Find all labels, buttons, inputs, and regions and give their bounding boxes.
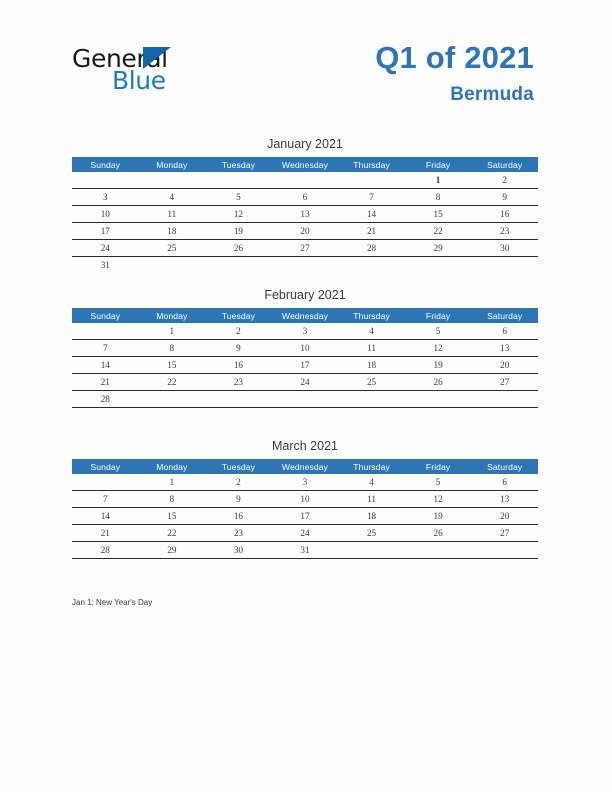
day-cell[interactable]: 9 [205,491,272,508]
day-cell[interactable]: 19 [405,508,472,525]
weekday-header-sunday: Sunday [72,157,139,172]
day-cell[interactable]: 7 [72,340,139,357]
weekday-header-tuesday: Tuesday [205,157,272,172]
day-cell[interactable]: 23 [205,374,272,391]
day-cell[interactable]: 4 [139,189,206,206]
weekday-header-wednesday: Wednesday [272,157,339,172]
empty-cell [272,391,339,408]
day-cell[interactable]: 15 [139,508,206,525]
weekday-header-monday: Monday [139,157,206,172]
day-cell[interactable]: 28 [338,240,405,257]
day-cell[interactable]: 5 [405,323,472,340]
weekday-header-friday: Friday [405,157,472,172]
day-cell[interactable]: 6 [272,189,339,206]
day-cell[interactable]: 4 [338,323,405,340]
day-cell[interactable]: 17 [272,508,339,525]
week-row [72,474,538,491]
day-cell[interactable]: 30 [205,542,272,559]
day-cell[interactable]: 12 [405,340,472,357]
day-cell[interactable]: 17 [72,223,139,240]
day-cell[interactable]: 25 [139,240,206,257]
week-row [72,240,538,257]
day-cell[interactable]: 2 [205,474,272,491]
month-block [72,288,538,408]
day-cell[interactable]: 14 [338,206,405,223]
day-cell[interactable]: 2 [205,323,272,340]
day-cell[interactable]: 29 [139,542,206,559]
day-cell[interactable]: 10 [272,340,339,357]
empty-cell [471,391,538,408]
weekday-header-saturday: Saturday [471,157,538,172]
day-cell[interactable]: 12 [405,491,472,508]
week-row [72,374,538,391]
day-cell[interactable]: 24 [72,240,139,257]
day-cell[interactable]: 26 [405,374,472,391]
day-cell[interactable]: 25 [338,374,405,391]
day-cell[interactable]: 25 [338,525,405,542]
weekday-header-row [72,157,538,172]
month-title: February 2021 [264,288,346,302]
weekday-header-sunday: Sunday [72,308,139,323]
week-row [72,491,538,508]
day-cell[interactable]: 11 [139,206,206,223]
day-cell[interactable]: 5 [205,189,272,206]
day-cell[interactable]: 20 [272,223,339,240]
day-cell[interactable]: 9 [471,189,538,206]
empty-cell [338,391,405,408]
day-cell[interactable]: 27 [471,374,538,391]
page-subtitle: Bermuda [450,83,534,105]
week-row [72,391,538,408]
weekday-header-saturday: Saturday [471,459,538,474]
day-cell[interactable]: 22 [139,374,206,391]
day-cell[interactable]: 19 [405,357,472,374]
day-cell[interactable]: 23 [205,525,272,542]
day-cell[interactable]: 13 [272,206,339,223]
week-row [72,340,538,357]
day-cell[interactable]: 4 [338,474,405,491]
calendar-table [72,157,538,273]
empty-cell [205,257,272,274]
day-cell[interactable]: 27 [471,525,538,542]
day-cell[interactable]: 21 [338,223,405,240]
empty-cell [338,542,405,559]
day-cell[interactable]: 18 [338,508,405,525]
weekday-header-wednesday: Wednesday [272,308,339,323]
day-cell[interactable]: 26 [205,240,272,257]
day-cell[interactable]: 15 [139,357,206,374]
day-cell[interactable]: 17 [272,357,339,374]
day-cell[interactable]: 9 [205,340,272,357]
day-cell[interactable]: 10 [272,491,339,508]
day-cell[interactable]: 28 [72,391,139,408]
empty-cell [272,257,339,274]
month-title: March 2021 [271,439,338,453]
day-cell[interactable]: 20 [471,508,538,525]
weekday-header-friday: Friday [405,308,472,323]
weekday-header-row [72,459,538,474]
day-cell[interactable]: 8 [405,189,472,206]
day-cell[interactable]: 30 [471,240,538,257]
day-cell[interactable]: 14 [72,508,139,525]
calendar-table [72,459,538,559]
day-cell[interactable]: 31 [100,260,110,270]
empty-cell [139,391,206,408]
day-cell[interactable]: 7 [72,491,139,508]
empty-cell [205,172,272,189]
day-cell[interactable]: 7 [338,189,405,206]
empty-cell [405,391,472,408]
weekday-header-monday: Monday [139,308,206,323]
week-row [72,542,538,559]
month-title: January 2021 [267,137,343,151]
empty-cell [139,257,206,274]
day-cell[interactable]: 14 [72,357,139,374]
empty-cell [405,257,472,274]
day-cell[interactable]: 12 [205,206,272,223]
empty-cell [72,323,139,340]
title-block [375,42,534,106]
day-cell[interactable]: 16 [205,508,272,525]
day-cell[interactable]: 16 [205,357,272,374]
day-cell[interactable]: 24 [272,374,339,391]
day-cell[interactable]: 11 [338,340,405,357]
day-cell[interactable]: 13 [471,491,538,508]
day-cell[interactable]: 21 [72,525,139,542]
week-row [72,525,538,542]
month-block [72,439,538,559]
day-cell[interactable]: 3 [272,323,339,340]
weekday-header-friday: Friday [405,459,472,474]
weekday-header-thursday: Thursday [338,459,405,474]
day-cell[interactable]: 3 [72,189,139,206]
day-cell[interactable]: 18 [338,357,405,374]
day-cell[interactable]: 1 [139,474,206,491]
day-cell[interactable]: 22 [139,525,206,542]
day-cell[interactable]: 8 [139,491,206,508]
day-cell[interactable]: 21 [72,374,139,391]
day-cell[interactable]: 1 [139,323,206,340]
day-cell[interactable]: 20 [471,357,538,374]
day-cell[interactable]: 26 [405,525,472,542]
page-title: Q1 of 2021 [375,40,534,75]
empty-cell [471,542,538,559]
day-cell[interactable]: 8 [139,340,206,357]
day-cell[interactable]: 15 [405,206,472,223]
day-cell[interactable]: 6 [471,323,538,340]
brand-logo [72,44,252,94]
day-cell[interactable]: 6 [471,474,538,491]
day-cell[interactable]: 29 [405,240,472,257]
brand-name-blue: Blue [112,66,166,95]
week-row [72,257,538,274]
day-cell[interactable]: 2 [471,172,538,189]
empty-cell [139,172,206,189]
day-cell[interactable]: 11 [338,491,405,508]
week-row [72,223,538,240]
empty-cell [405,542,472,559]
holiday-note: Jan 1: New Year's Day [72,598,153,607]
day-cell[interactable]: 28 [72,542,139,559]
day-cell[interactable]: 13 [471,340,538,357]
day-cell[interactable]: 22 [405,223,472,240]
month-block [72,137,538,273]
week-row [72,357,538,374]
day-cell[interactable]: 18 [139,223,206,240]
weekday-header-saturday: Saturday [471,308,538,323]
day-cell[interactable]: 27 [272,240,339,257]
weekday-header-thursday: Thursday [338,308,405,323]
day-cell[interactable]: 3 [272,474,339,491]
weekday-header-thursday: Thursday [338,157,405,172]
weekday-header-wednesday: Wednesday [272,459,339,474]
week-row [72,189,538,206]
weekday-header-monday: Monday [139,459,206,474]
weekday-header-tuesday: Tuesday [205,308,272,323]
week-row [72,508,538,525]
empty-cell [272,172,339,189]
calendar-table [72,308,538,408]
empty-cell [471,257,538,274]
day-cell[interactable]: 10 [72,206,139,223]
week-row [72,172,538,189]
day-cell[interactable]: 1 [405,172,472,189]
empty-cell [338,172,405,189]
week-row [72,206,538,223]
weekday-header-row [72,308,538,323]
weekday-header-sunday: Sunday [72,459,139,474]
weekday-header-tuesday: Tuesday [205,459,272,474]
empty-cell [72,172,139,189]
page-header [0,0,612,130]
brand-name-general: General [72,44,168,73]
empty-cell [338,257,405,274]
day-cell[interactable]: 31 [272,542,339,559]
empty-cell [205,391,272,408]
day-cell[interactable]: 24 [272,525,339,542]
day-cell[interactable]: 5 [405,474,472,491]
day-cell[interactable]: 19 [205,223,272,240]
empty-cell [72,474,139,491]
week-row [72,323,538,340]
day-cell[interactable]: 16 [471,206,538,223]
day-cell[interactable]: 23 [471,223,538,240]
